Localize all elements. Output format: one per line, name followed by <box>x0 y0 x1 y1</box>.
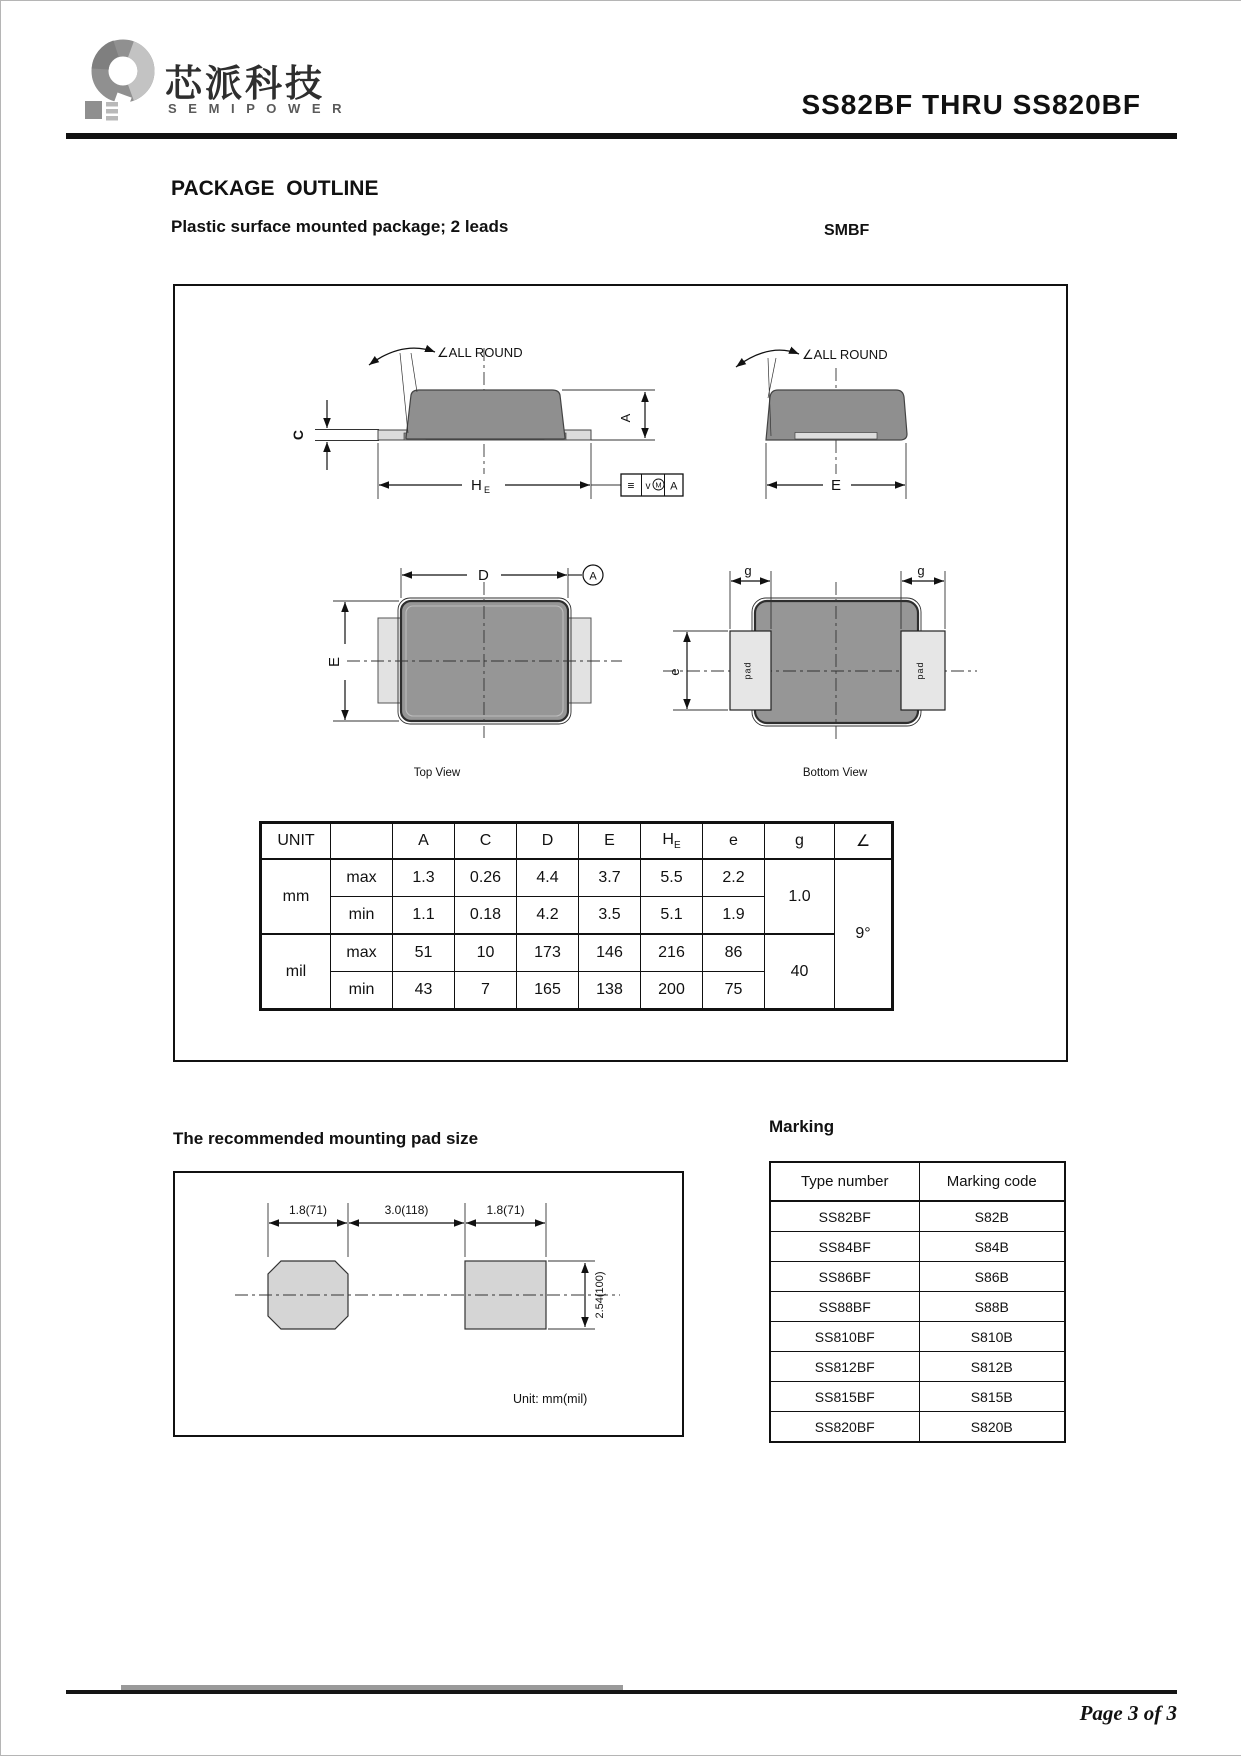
pad-dim-height: 2.54(100) <box>594 1271 606 1319</box>
dim-label-e-side: E <box>831 477 842 494</box>
cell: SS820BF <box>770 1412 919 1443</box>
cell: SS815BF <box>770 1382 919 1412</box>
cell: 4.2 <box>517 897 579 935</box>
section-heading-mounting-pad: The recommended mounting pad size <box>173 1129 479 1148</box>
cell: 9° <box>835 859 893 1010</box>
cell: SS84BF <box>770 1232 919 1262</box>
table-row <box>770 1352 1065 1382</box>
cell: 138 <box>579 972 641 1010</box>
cell: S86B <box>919 1262 1065 1292</box>
cell: 3.5 <box>579 897 641 935</box>
cell: S82B <box>919 1201 1065 1232</box>
pad-label-left: pad <box>742 661 753 680</box>
pad-dim-right: 1.8(71) <box>486 1203 525 1217</box>
cell: 86 <box>703 934 765 972</box>
cell: SS88BF <box>770 1292 919 1322</box>
datum-frame-tolerance: v <box>645 481 651 492</box>
cell: 165 <box>517 972 579 1010</box>
he-sub: E <box>673 840 681 852</box>
cell: 0.26 <box>455 859 517 897</box>
datum-frame-ref: A <box>670 480 678 493</box>
mounting-pad-drawing <box>175 1173 677 1430</box>
cell: max <box>331 934 393 972</box>
cell: 1.3 <box>393 859 455 897</box>
cell: ∠ <box>835 823 893 860</box>
cell: g <box>765 823 835 860</box>
mounting-pad-box <box>173 1171 684 1437</box>
dim-label-c: C <box>290 429 306 441</box>
table-row <box>770 1382 1065 1412</box>
cell: 43 <box>393 972 455 1010</box>
logo-english-name: S E M I P O W E R <box>168 101 346 116</box>
table-row <box>770 1412 1065 1443</box>
cell: 216 <box>641 934 703 972</box>
cell: S815B <box>919 1382 1065 1412</box>
cell: 1.9 <box>703 897 765 935</box>
cell: 5.1 <box>641 897 703 935</box>
cell: SS810BF <box>770 1322 919 1352</box>
datum-a-label: A <box>589 570 597 583</box>
cell: S820B <box>919 1412 1065 1443</box>
dimension-table <box>259 821 894 1011</box>
cell: min <box>331 972 393 1010</box>
package-name: SMBF <box>824 222 870 239</box>
cell: A <box>393 823 455 860</box>
dim-label-g-right: g <box>917 563 925 578</box>
dim-label-e-top: E <box>326 656 343 668</box>
datum-frame-symmetry: ≡ <box>627 478 635 493</box>
cell: mm <box>261 859 331 934</box>
logo-chinese-name: 芯派科技 <box>165 63 325 104</box>
cell: UNIT <box>261 823 331 860</box>
cell: D <box>517 823 579 860</box>
cell: S88B <box>919 1292 1065 1322</box>
table-row <box>770 1292 1065 1322</box>
cell: 0.18 <box>455 897 517 935</box>
bottom-view-caption: Bottom View <box>802 767 868 779</box>
cell: E <box>579 823 641 860</box>
footer-rule <box>66 1690 1177 1694</box>
cell: min <box>331 897 393 935</box>
company-logo <box>83 39 163 123</box>
cell: C <box>455 823 517 860</box>
cell: e <box>703 823 765 860</box>
pad-dim-left: 1.8(71) <box>288 1203 328 1217</box>
cell <box>331 823 393 860</box>
cell: 75 <box>703 972 765 1010</box>
marking-table <box>769 1161 1066 1443</box>
cell: SS82BF <box>770 1201 919 1232</box>
cell: 10 <box>455 934 517 972</box>
cell: SS86BF <box>770 1262 919 1292</box>
cell: 200 <box>641 972 703 1010</box>
section-heading-package-outline: PACKAGE OUTLINE <box>171 177 379 200</box>
cell: 2.2 <box>703 859 765 897</box>
cell: 51 <box>393 934 455 972</box>
datum-frame-modifier: M <box>655 480 662 490</box>
he-main: H <box>662 830 674 848</box>
cell: Type number <box>770 1162 919 1201</box>
cell: Marking code <box>919 1162 1065 1201</box>
cell: max <box>331 859 393 897</box>
doc-title: SS82BF THRU SS820BF <box>801 89 1141 120</box>
dim-label-e-bottom: e <box>667 668 682 676</box>
cell: 4.4 <box>517 859 579 897</box>
cell: S810B <box>919 1322 1065 1352</box>
page-number: Page 3 of 3 <box>1079 1701 1177 1725</box>
dim-label-g-left: g <box>744 563 752 578</box>
table-row <box>770 1322 1065 1352</box>
section-heading-marking: Marking <box>769 1117 835 1136</box>
logo-mark-icon <box>83 39 163 123</box>
dim-label-d: D <box>478 567 489 584</box>
cell <box>641 823 703 860</box>
pad-dim-center: 3.0(118) <box>384 1203 429 1217</box>
cell: 1.0 <box>765 859 835 934</box>
cell: 7 <box>455 972 517 1010</box>
cell: S812B <box>919 1352 1065 1382</box>
pad-label-right: pad <box>915 661 925 680</box>
table-row <box>770 1201 1065 1232</box>
table-row <box>770 1262 1065 1292</box>
cell: S84B <box>919 1232 1065 1262</box>
cell: 173 <box>517 934 579 972</box>
dim-label-a: A <box>618 413 633 423</box>
cell: 3.7 <box>579 859 641 897</box>
table-row <box>770 1232 1065 1262</box>
cell: 1.1 <box>393 897 455 935</box>
pad-unit-note: Unit: mm(mil) <box>513 1392 588 1406</box>
header-rule <box>66 133 1177 139</box>
all-round-label-right: ∠ALL ROUND <box>802 347 888 362</box>
cell: 146 <box>579 934 641 972</box>
cell: SS812BF <box>770 1352 919 1382</box>
dim-label-he-sub: E <box>484 485 491 495</box>
cell: 40 <box>765 934 835 1010</box>
all-round-label-left: ∠ALL ROUND <box>437 345 523 360</box>
top-view-caption: Top View <box>413 767 461 779</box>
package-subtitle: Plastic surface mounted package; 2 leads <box>171 217 509 236</box>
cell: mil <box>261 934 331 1010</box>
dim-label-he: H <box>471 477 482 494</box>
cell: 5.5 <box>641 859 703 897</box>
